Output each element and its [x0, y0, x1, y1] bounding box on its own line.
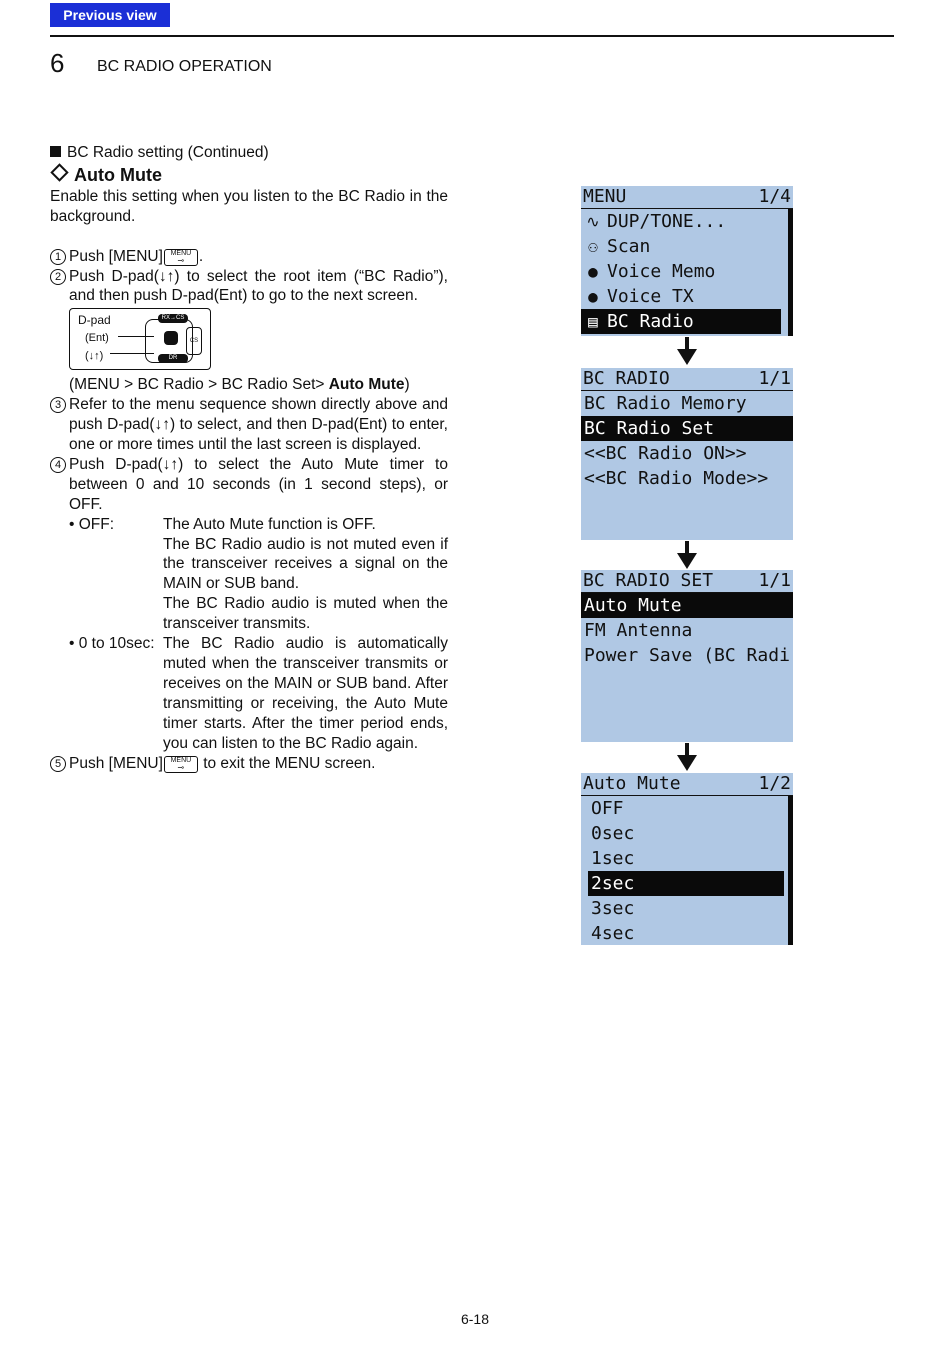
page-number: 6-18	[460, 1311, 490, 1327]
menu-item-fm-antenna[interactable]: FM Antenna	[584, 620, 693, 641]
step-1: 1 Push [MENU] MENU ⊸ .	[50, 247, 448, 267]
instruction-column	[50, 143, 448, 773]
screen-title-bar: MENU 1/4	[583, 186, 791, 207]
header-rule	[50, 35, 894, 37]
menu-item-voice-tx[interactable]: ● Voice TX	[581, 284, 793, 309]
option-4sec[interactable]: 4sec	[591, 923, 635, 944]
step-3: 3 Refer to the menu sequence shown directly above and push D-pad(↓↑) to select, and then D-pad(Ent) to enter, one or more times until the last screen is displayed.	[50, 395, 448, 455]
screen-title-bar: BC RADIO 1/1	[583, 368, 791, 389]
option-3sec[interactable]: 3sec	[591, 898, 635, 919]
previous-view-button[interactable]: Previous view	[50, 3, 170, 27]
down-arrow-icon	[677, 541, 697, 569]
square-bullet-icon	[50, 146, 61, 157]
menu-item-voice-memo[interactable]: ● Voice Memo	[581, 259, 793, 284]
bc-radio-screen	[581, 368, 793, 540]
intro-text: Enable this setting when you listen to the BC Radio in the background.	[50, 187, 448, 225]
option-1sec[interactable]: 1sec	[591, 848, 635, 869]
menu-item-auto-mute[interactable]: Auto Mute	[581, 593, 793, 618]
microphone-icon: ●	[588, 262, 598, 281]
menu-item-bc-radio-set[interactable]: BC Radio Set	[581, 416, 793, 441]
down-arrow-icon	[677, 743, 697, 771]
binoculars-icon: ⚇	[588, 237, 598, 256]
chapter-number: 6	[50, 48, 65, 78]
menu-item-bc-radio-memory[interactable]: BC Radio Memory	[584, 393, 747, 414]
auto-mute-screen	[581, 773, 793, 945]
step-5: 5 Push [MENU] MENU ⊸ to exit the MENU screen.	[50, 754, 448, 774]
section-heading: BC Radio setting (Continued)	[50, 143, 448, 163]
bullet-off: • OFF: The Auto Mute function is OFF. The BC Radio audio is not muted even if the transceiver receives a signal on the MAIN or SUB band. The BC Radio audio is muted when the transceiver transmits.	[69, 515, 448, 633]
step-4: 4 Push D-pad(↓↑) to select the Auto Mute timer to between 0 and 10 seconds (in 1 second steps), or OFF.	[50, 455, 448, 515]
menu-item-power-save[interactable]: Power Save (BC Radi	[584, 645, 790, 666]
menu-key-icon: MENU ⊸	[164, 756, 198, 773]
dpad-diagram: D-pad (Ent) (↓↑) RX→CS DR CS	[69, 308, 211, 370]
bullet-0-to-10sec: • 0 to 10sec: The BC Radio audio is automatically muted when the transceiver transmits or receives on the MAIN or SUB band. After transmitting or receiving, the Auto Mute timer starts. After the timer period ends, you can listen to the BC Radio again.	[69, 635, 448, 752]
menu-item-bc-radio[interactable]: ▤ BC Radio	[581, 309, 781, 334]
menu-key-icon: MENU ⊸	[164, 249, 198, 266]
step-2: 2 Push D-pad(↓↑) to select the root item (“BC Radio”), and then push D-pad(Ent) to go to the next screen.	[50, 267, 448, 307]
microphone-tx-icon: ●	[588, 287, 598, 306]
radio-icon: ▤	[588, 312, 598, 331]
menu-item-dup-tone[interactable]: ∿ DUP/TONE...	[581, 209, 793, 234]
option-off[interactable]: OFF	[591, 798, 624, 819]
option-2sec[interactable]: 2sec	[588, 871, 784, 896]
scrollbar[interactable]	[788, 796, 793, 945]
bc-radio-set-screen	[581, 570, 793, 742]
menu-item-bc-radio-mode[interactable]: <<BC Radio Mode>>	[584, 468, 769, 489]
subsection-heading: Auto Mute	[50, 163, 448, 187]
menu-path: (MENU > BC Radio > BC Radio Set> Auto Mute)	[69, 376, 410, 394]
screen-title-bar: BC RADIO SET 1/1	[583, 570, 791, 591]
dpad-ent-icon	[164, 331, 178, 345]
chapter-title: BC RADIO OPERATION	[97, 58, 272, 75]
menu-screen	[581, 186, 793, 336]
menu-item-scan[interactable]: ⚇ Scan	[581, 234, 793, 259]
wave-icon: ∿	[586, 212, 600, 231]
scrollbar[interactable]	[788, 209, 793, 336]
menu-item-bc-radio-on[interactable]: <<BC Radio ON>>	[584, 443, 747, 464]
diamond-icon	[50, 163, 68, 181]
option-0sec[interactable]: 0sec	[591, 823, 635, 844]
screen-title-bar: Auto Mute 1/2	[583, 773, 791, 794]
down-arrow-icon	[677, 337, 697, 365]
